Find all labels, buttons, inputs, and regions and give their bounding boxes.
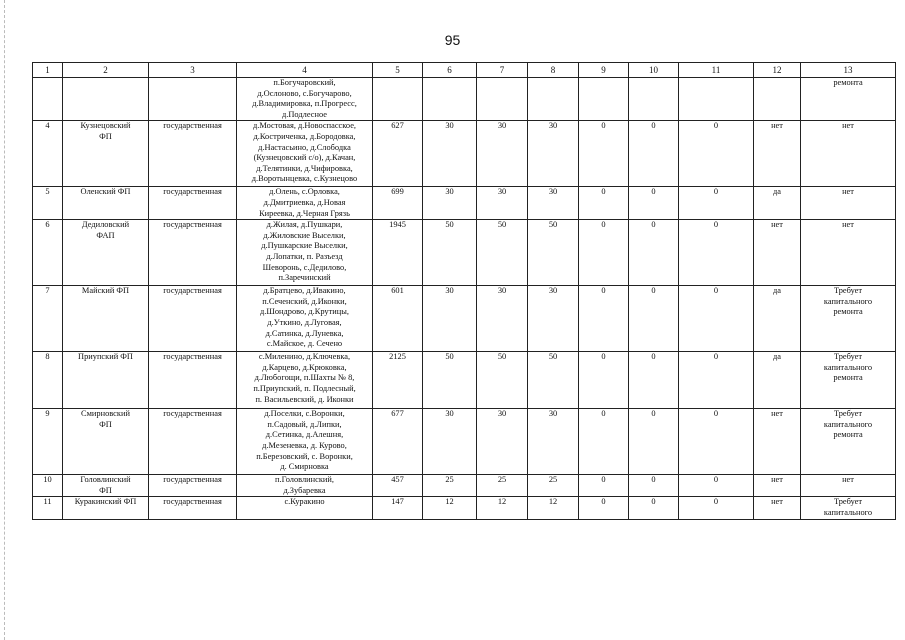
table-cell-col-8: 50 — [528, 352, 579, 409]
table-cell-col-3 — [149, 78, 237, 121]
table-row — [33, 409, 896, 475]
table-cell-col-7: 30 — [477, 187, 528, 220]
table-cell-col-9: 0 — [579, 497, 629, 519]
table-cell-col-4: д.Жилая, д.Пушкари, д.Жиловские Выселки, д.Пушкарские Выселки, д.Лопатки, п. Разъезд Шеворонь, с.Дедилово, п.Заречинский — [237, 220, 373, 286]
table-cell-col-2: Головлинский ФП — [63, 475, 149, 497]
table-cell-col-4: п.Богучаровский, д.Ослоново, с.Богучарово, д.Владимировка, п.Прогресс, д.Подлесное — [237, 78, 373, 121]
header-cell: 11 — [679, 63, 754, 78]
table-cell-col-4: д.Поселки, с.Воронки, п.Садовый, д.Липки, д.Сетинка, д.Алешня, д.Мезеневка, д. Курово, п.Березовский, с. Воронки, д. Смирновка — [237, 409, 373, 475]
table-cell-col-5: 699 — [373, 187, 423, 220]
header-cell: 12 — [754, 63, 801, 78]
table-cell-col-13: Требует капитального — [801, 497, 896, 519]
table-cell-col-5: 2125 — [373, 352, 423, 409]
table-cell-col-9 — [579, 78, 629, 121]
table-cell-col-8: 30 — [528, 121, 579, 187]
header-cell: 7 — [477, 63, 528, 78]
table-cell-col-8: 12 — [528, 497, 579, 519]
table-cell-col-1: 7 — [33, 286, 63, 352]
table-cell-col-9: 0 — [579, 121, 629, 187]
header-cell: 3 — [149, 63, 237, 78]
table-cell-col-4: с.Миленино, д.Ключевка, д.Карцево, д.Крюковка, д.Любогощи, п.Шахты № 8, п.Приупский, п. Подлесный, п. Васильевский, д. Иконки — [237, 352, 373, 409]
table-cell-col-13: нет — [801, 220, 896, 286]
table-cell-col-1: 9 — [33, 409, 63, 475]
table-cell-col-4: д.Мостовая, д.Новоспасское, д.Костриченка, д.Бородовка, д.Настасьино, д.Слободка (Кузнецовский с/о), д.Качан, д.Телятинки, д.Чифировка, д.Воротынцевка, с.Кузнецово — [237, 121, 373, 187]
header-cell: 9 — [579, 63, 629, 78]
table-cell-col-13: Требует капитального ремонта — [801, 409, 896, 475]
table-cell-col-1: 4 — [33, 121, 63, 187]
table-cell-col-11: 0 — [679, 409, 754, 475]
header-cell: 2 — [63, 63, 149, 78]
table-cell-col-1: 6 — [33, 220, 63, 286]
table-cell-col-3: государственная — [149, 409, 237, 475]
table-cell-col-7: 30 — [477, 286, 528, 352]
table-cell-col-6: 25 — [423, 475, 477, 497]
table-cell-col-10: 0 — [629, 121, 679, 187]
table-cell-col-11: 0 — [679, 475, 754, 497]
table-row — [33, 497, 896, 519]
table-cell-col-7: 12 — [477, 497, 528, 519]
header-row — [33, 63, 896, 78]
page-number: 95 — [444, 32, 461, 48]
table-cell-col-10: 0 — [629, 220, 679, 286]
header-cell: 13 — [801, 63, 896, 78]
table-cell-col-11: 0 — [679, 352, 754, 409]
table-cell-col-9: 0 — [579, 187, 629, 220]
scan-dashed-border — [4, 0, 5, 640]
table-cell-col-5 — [373, 78, 423, 121]
table-cell-col-1 — [33, 78, 63, 121]
table-cell-col-7: 25 — [477, 475, 528, 497]
table-cell-col-2 — [63, 78, 149, 121]
table-cell-col-6 — [423, 78, 477, 121]
table-cell-col-6: 50 — [423, 220, 477, 286]
table-cell-col-4: д.Братцево, д.Ивакино, п.Сеченский, д.Иконки, д.Шондрово, д.Крутицы, д.Уткино, д.Луговая, д.Сатинка, д.Луневка, с.Майское, д. Сечено — [237, 286, 373, 352]
table-cell-col-4: п.Головлинский, д.Зубаревка — [237, 475, 373, 497]
table-cell-col-11: 0 — [679, 220, 754, 286]
table-cell-col-9: 0 — [579, 352, 629, 409]
table-cell-col-12: нет — [754, 409, 801, 475]
table-cell-col-8: 30 — [528, 286, 579, 352]
table-cell-col-2: Куракинский ФП — [63, 497, 149, 519]
table-row — [33, 78, 896, 121]
table-cell-col-2: Кузнецовский ФП — [63, 121, 149, 187]
table-cell-col-6: 30 — [423, 409, 477, 475]
table-cell-col-2: Приупский ФП — [63, 352, 149, 409]
table-cell-col-11: 0 — [679, 286, 754, 352]
table-cell-col-7: 30 — [477, 409, 528, 475]
table-cell-col-7: 50 — [477, 352, 528, 409]
table-cell-col-6: 30 — [423, 121, 477, 187]
table-cell-col-4: с.Куракино — [237, 497, 373, 519]
table-cell-col-1: 10 — [33, 475, 63, 497]
table-cell-col-13: ремонта — [801, 78, 896, 121]
table-cell-col-3: государственная — [149, 220, 237, 286]
table-cell-col-2: Майский ФП — [63, 286, 149, 352]
table-cell-col-1: 5 — [33, 187, 63, 220]
table-cell-col-12 — [754, 78, 801, 121]
header-cell: 1 — [33, 63, 63, 78]
table-cell-col-11: 0 — [679, 187, 754, 220]
table-cell-col-7: 50 — [477, 220, 528, 286]
table-cell-col-3: государственная — [149, 475, 237, 497]
table-cell-col-13: нет — [801, 475, 896, 497]
header-cell: 6 — [423, 63, 477, 78]
table-row — [33, 286, 896, 352]
table-cell-col-5: 1945 — [373, 220, 423, 286]
table-cell-col-12: нет — [754, 475, 801, 497]
table-cell-col-3: государственная — [149, 497, 237, 519]
table-cell-col-9: 0 — [579, 475, 629, 497]
facilities-table — [32, 62, 896, 520]
header-cell: 10 — [629, 63, 679, 78]
table-cell-col-1: 8 — [33, 352, 63, 409]
table-cell-col-5: 627 — [373, 121, 423, 187]
table-cell-col-10 — [629, 78, 679, 121]
table-cell-col-10: 0 — [629, 352, 679, 409]
table-cell-col-3: государственная — [149, 352, 237, 409]
table-cell-col-6: 50 — [423, 352, 477, 409]
table-cell-col-8: 30 — [528, 187, 579, 220]
table-cell-col-7: 30 — [477, 121, 528, 187]
table-cell-col-13: нет — [801, 187, 896, 220]
table-cell-col-12: нет — [754, 121, 801, 187]
table-row — [33, 352, 896, 409]
table-cell-col-8: 25 — [528, 475, 579, 497]
table-cell-col-4: д.Олень, с.Орловка, д.Дмитриевка, д.Новая Киреевка, д.Черная Грязь — [237, 187, 373, 220]
table-cell-col-11 — [679, 78, 754, 121]
table-cell-col-13: Требует капитального ремонта — [801, 286, 896, 352]
table-cell-col-8 — [528, 78, 579, 121]
table-cell-col-10: 0 — [629, 409, 679, 475]
table-cell-col-5: 677 — [373, 409, 423, 475]
table-cell-col-3: государственная — [149, 286, 237, 352]
table-cell-col-6: 30 — [423, 286, 477, 352]
table-row — [33, 121, 896, 187]
table-cell-col-5: 601 — [373, 286, 423, 352]
table-cell-col-8: 30 — [528, 409, 579, 475]
table-cell-col-10: 0 — [629, 187, 679, 220]
table-cell-col-9: 0 — [579, 409, 629, 475]
table-cell-col-12: да — [754, 286, 801, 352]
table-cell-col-3: государственная — [149, 121, 237, 187]
table-cell-col-7 — [477, 78, 528, 121]
table-cell-col-9: 0 — [579, 220, 629, 286]
table-cell-col-8: 50 — [528, 220, 579, 286]
table-cell-col-11: 0 — [679, 121, 754, 187]
header-cell: 5 — [373, 63, 423, 78]
table-cell-col-12: нет — [754, 497, 801, 519]
table-cell-col-9: 0 — [579, 286, 629, 352]
table-cell-col-5: 147 — [373, 497, 423, 519]
table-cell-col-5: 457 — [373, 475, 423, 497]
table-cell-col-2: Оленский ФП — [63, 187, 149, 220]
table-cell-col-13: нет — [801, 121, 896, 187]
table-row — [33, 220, 896, 286]
header-cell: 4 — [237, 63, 373, 78]
table-cell-col-10: 0 — [629, 286, 679, 352]
table-cell-col-1: 11 — [33, 497, 63, 519]
header-cell: 8 — [528, 63, 579, 78]
table-cell-col-12: да — [754, 352, 801, 409]
table-cell-col-12: нет — [754, 220, 801, 286]
table-cell-col-11: 0 — [679, 497, 754, 519]
table-row — [33, 475, 896, 497]
table-cell-col-2: Смирновский ФП — [63, 409, 149, 475]
table-cell-col-10: 0 — [629, 497, 679, 519]
table-cell-col-13: Требует капитального ремонта — [801, 352, 896, 409]
table-cell-col-6: 12 — [423, 497, 477, 519]
table-cell-col-10: 0 — [629, 475, 679, 497]
table-cell-col-3: государственная — [149, 187, 237, 220]
table-cell-col-2: Дедиловский ФАП — [63, 220, 149, 286]
table-cell-col-6: 30 — [423, 187, 477, 220]
table-row — [33, 187, 896, 220]
table-cell-col-12: да — [754, 187, 801, 220]
